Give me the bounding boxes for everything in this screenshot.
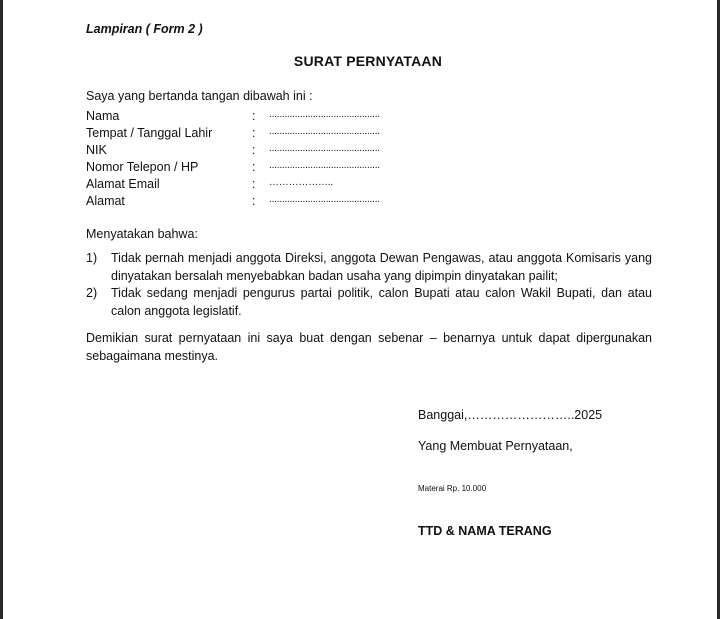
field-blank: ...........................................: [269, 126, 380, 137]
statement-text: Tidak sedang menjadi pengurus partai politik, calon Bupati atau calon Wakil Bupati, dan atau calon anggota legislatif.: [111, 286, 652, 318]
field-label: Nama: [86, 109, 120, 123]
signer-label: Yang Membuat Pernyataan,: [418, 439, 573, 453]
field-blank: ...........................................: [269, 143, 380, 154]
menyatakan-heading: Menyatakan bahwa:: [86, 227, 198, 241]
field-blank: ...........................................: [269, 109, 380, 120]
signature-name-label: TTD & NAMA TERANG: [418, 524, 552, 538]
field-blank: ………………..: [269, 177, 333, 188]
field-nama: [86, 109, 386, 126]
field-nomor-telepon: [86, 160, 386, 177]
field-label: Tempat / Tanggal Lahir: [86, 126, 213, 140]
field-alamat: [86, 194, 386, 211]
intro-text: Saya yang bertanda tangan dibawah ini :: [86, 89, 313, 103]
statement-item: [86, 285, 652, 320]
materai-label: Materai Rp. 10.000: [418, 484, 487, 493]
statement-item: [86, 250, 652, 285]
statement-text: Tidak pernah menjadi anggota Direksi, anggota Dewan Pengawas, atau anggota Komisaris yang dinyatakan bersalah menyebabkan badan usaha yang dipimpin dinyatakan pailit;: [111, 251, 652, 283]
field-colon: :: [252, 126, 256, 140]
field-colon: :: [252, 143, 256, 157]
statement-number: 1): [86, 251, 98, 265]
field-label: Alamat Email: [86, 177, 160, 191]
identity-fields: [86, 109, 386, 211]
field-label: Nomor Telepon / HP: [86, 160, 199, 174]
field-colon: :: [252, 109, 256, 123]
field-label: NIK: [86, 143, 107, 157]
lampiran-label: Lampiran ( Form 2 ): [86, 22, 203, 36]
closing-paragraph: Demikian surat pernyataan ini saya buat dengan sebenar – benarnya untuk dapat dipergunakan sebagaimana mestinya.: [86, 331, 652, 363]
field-blank: ...........................................: [269, 194, 380, 205]
statement-number: 2): [86, 286, 98, 300]
document-title: SURAT PERNYATAAN: [293, 53, 443, 69]
field-colon: :: [252, 194, 256, 208]
place-date: Banggai,……………………..2025: [418, 408, 603, 422]
field-label: Alamat: [86, 194, 125, 208]
field-alamat-email: [86, 177, 386, 194]
field-tempat-tanggal-lahir: [86, 126, 386, 143]
field-colon: :: [252, 177, 256, 191]
field-colon: :: [252, 160, 256, 174]
statement-list: [86, 250, 652, 320]
field-nik: [86, 143, 386, 160]
field-blank: ...........................................: [269, 160, 380, 171]
